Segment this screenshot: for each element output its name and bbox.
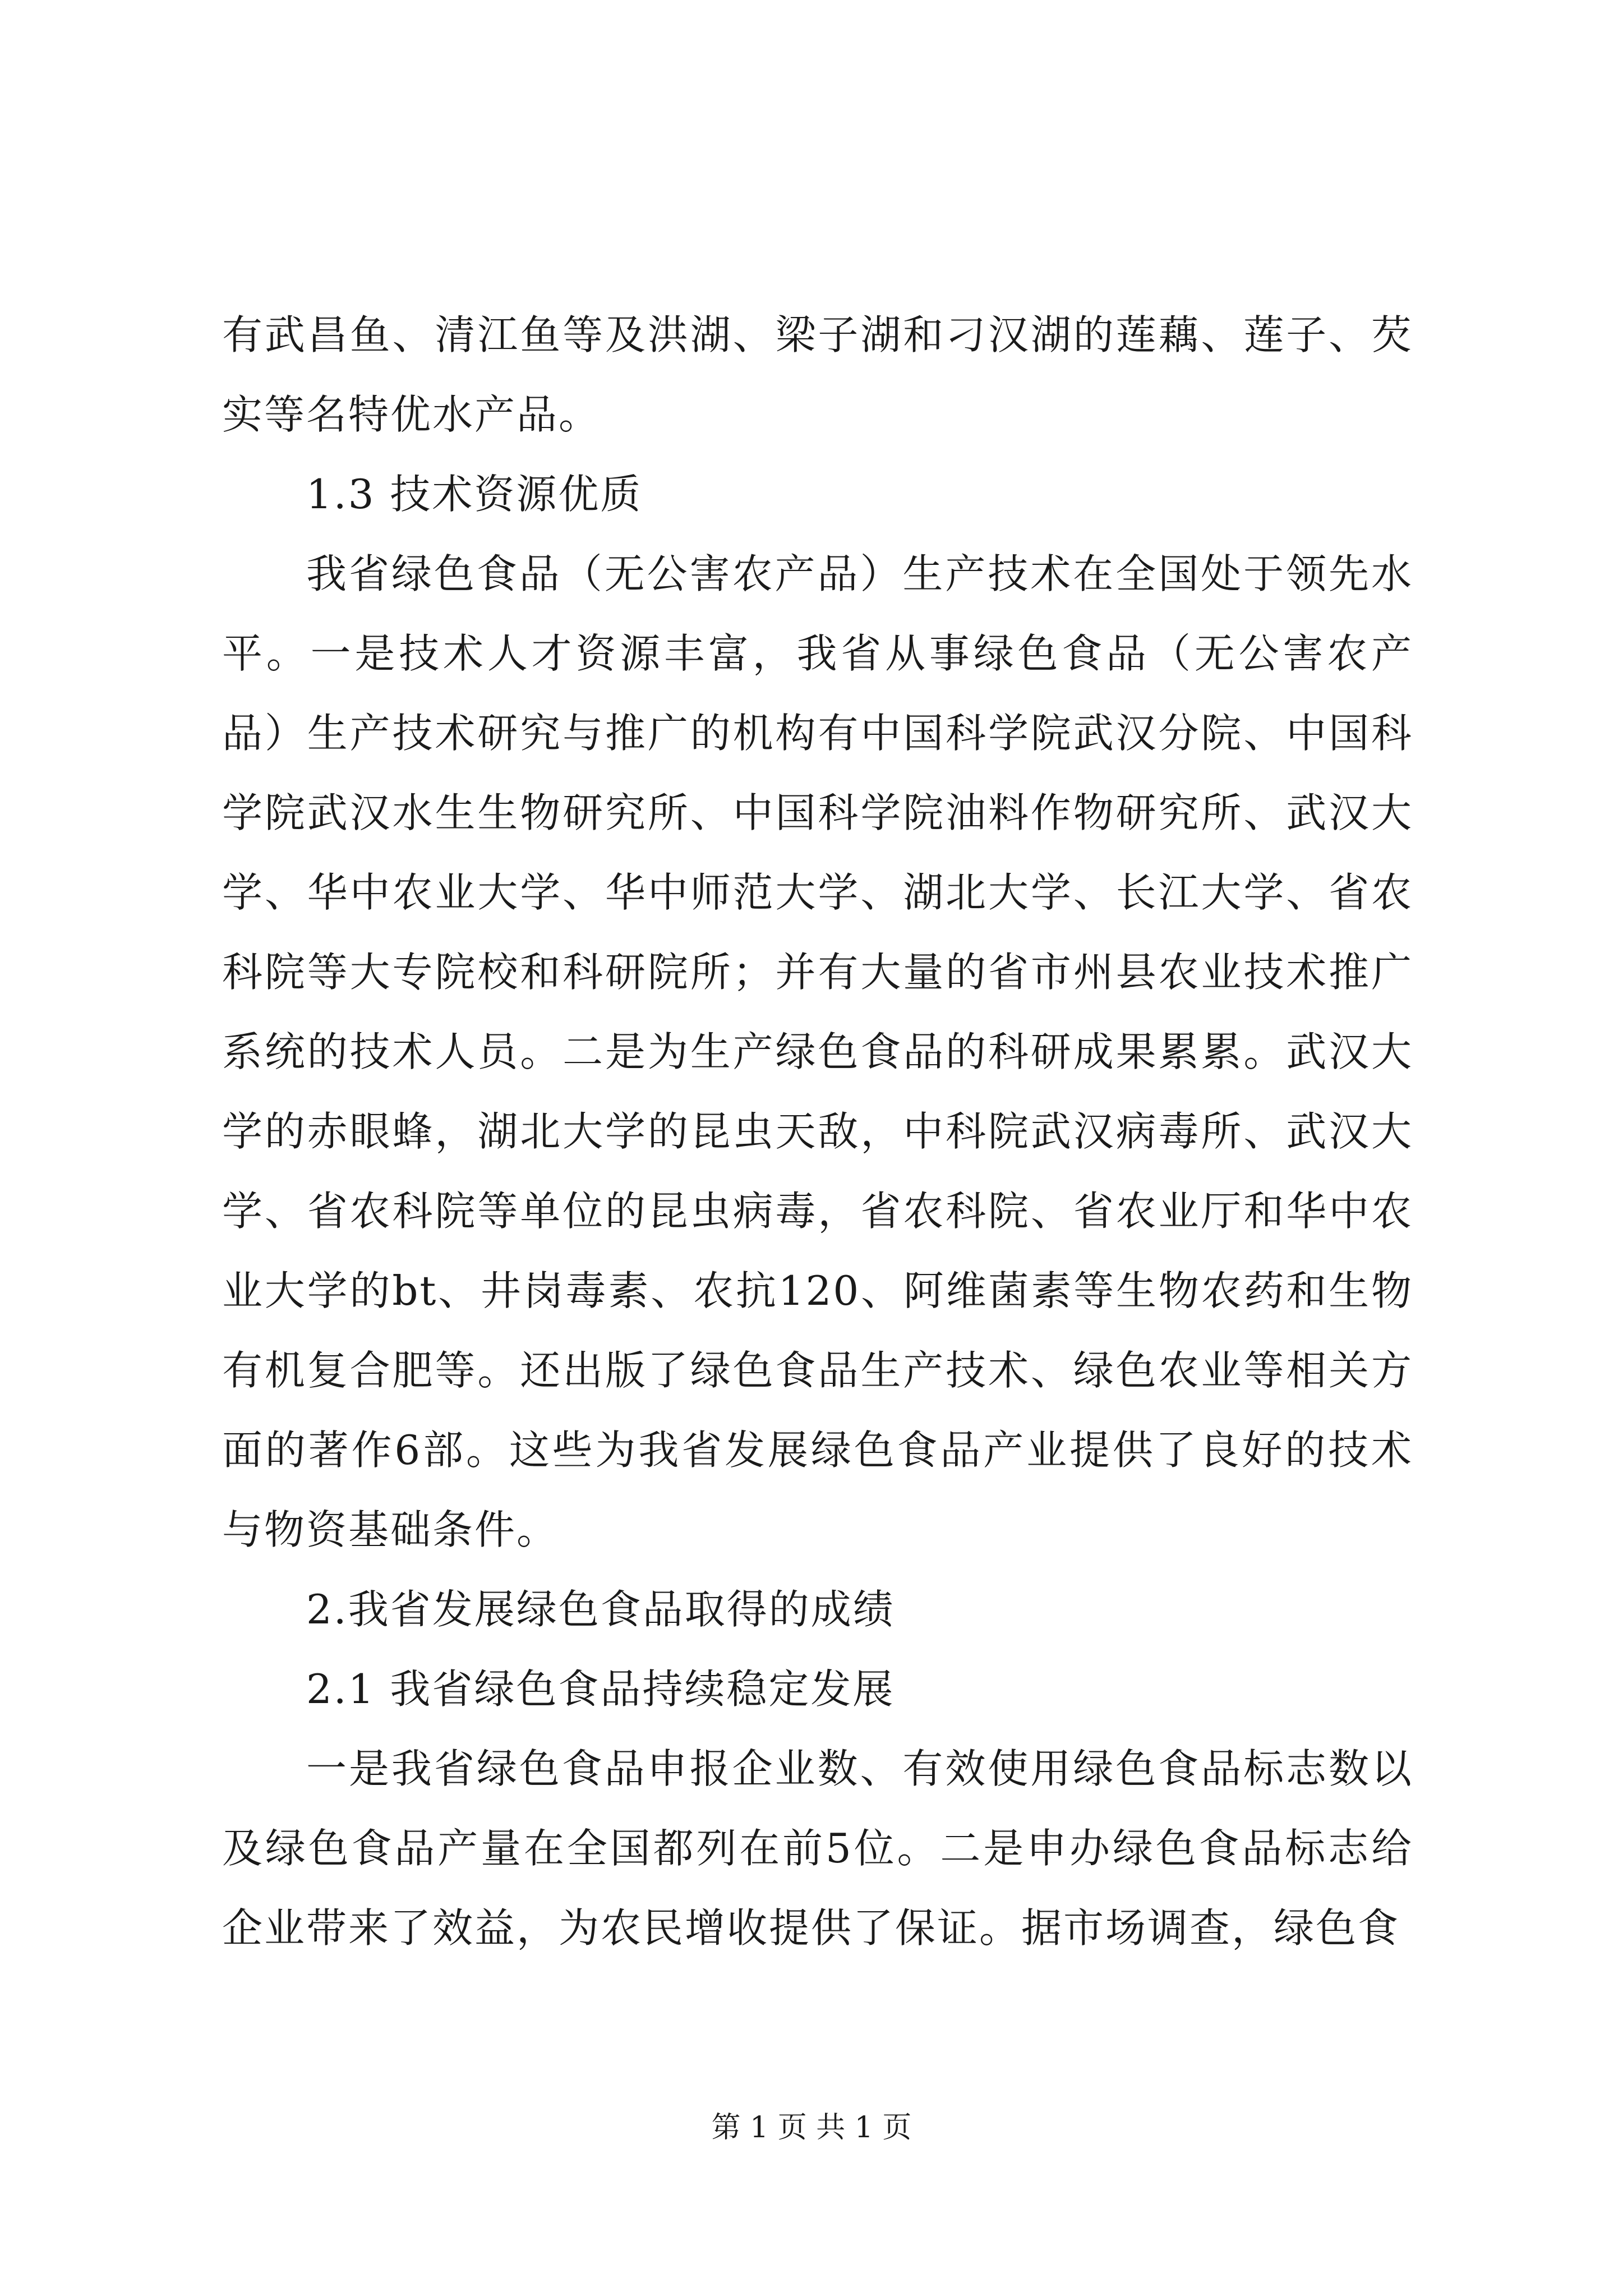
section-heading-2-1: 2.1 我省绿色食品持续稳定发展 xyxy=(306,1665,895,1713)
paragraph-continuation: 有武昌鱼、清江鱼等及洪湖、梁子湖和刁汉湖的莲藕、莲子、芡实等名特优水产品。 xyxy=(222,311,1413,438)
document-body xyxy=(222,295,1413,1968)
section-heading-1-3: 1.3 技术资源优质 xyxy=(306,471,643,518)
paragraph-achievements: 一是我省绿色食品申报企业数、有效使用绿色食品标志数以及绿色食品产量在全国都列在前5位。二是申办绿色食品标志给企业带来了效益，为农民增收提供了保证。据市场调查，绿色食 xyxy=(222,1745,1413,1952)
page-footer: 第 1 页 共 1 页 xyxy=(711,2111,912,2145)
paragraph-technical-resources: 我省绿色食品（无公害农产品）生产技术在全国处于领先水平。一是技术人才资源丰富，我省从事绿色食品（无公害农产品）生产技术研究与推广的机构有中国科学院武汉分院、中国科学院武汉水生生物研究所、中国科学院油料作物研究所、武汉大学、华中农业大学、华中师范大学、湖北大学、长江大学、省农科院等大专院校和科研院所；并有大量的省市州县农业技术推广系统的技术人员。二是为生产绿色食品的科研成果累累。武汉大学的赤眼蜂，湖北大学的昆虫天敌，中科院武汉病毒所、武汉大学、省农科院等单位的昆虫病毒，省农科院、省农业厅和华中农业大学的bt、井岗毒素、农抗120、阿维菌素等生物农药和生物有机复合肥等。还出版了绿色食品生产技术、绿色农业等相关方面的著作6部。这些为我省发展绿色食品产业提供了良好的技术与物资基础条件。 xyxy=(222,550,1413,1553)
section-heading-2: 2.我省发展绿色食品取得的成绩 xyxy=(306,1586,895,1633)
